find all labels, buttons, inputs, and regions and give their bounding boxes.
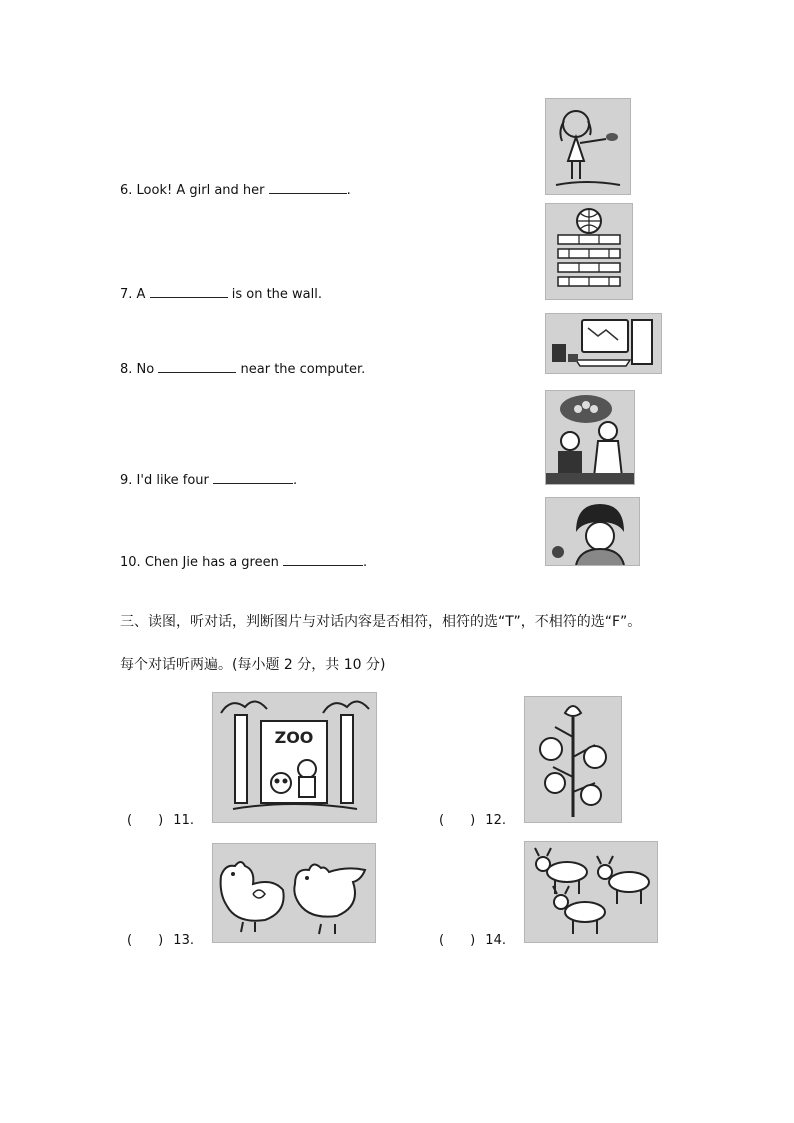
question-6 <box>120 181 351 198</box>
question-8 <box>120 360 365 377</box>
svg-text:ZOO: ZOO <box>274 728 314 747</box>
question-13-label <box>127 929 194 948</box>
question-number: 14. <box>485 933 506 948</box>
picture-11-zoo-gate <box>212 692 377 823</box>
question-number: 8. <box>120 362 133 377</box>
section3-instruction-line1: 三、读图，听对话，判断图片与对话内容是否相符，相符的选“T”，不相符的选“F”。 <box>120 614 642 630</box>
ball-on-wall-icon <box>546 204 632 299</box>
answer-blank[interactable] <box>283 553 363 566</box>
goats-icon <box>525 842 657 942</box>
question-text: A <box>136 287 146 302</box>
question-text: Chen Jie has a green <box>144 555 279 570</box>
answer-blank[interactable] <box>269 181 347 194</box>
question-7 <box>120 285 322 302</box>
question-number: 12. <box>485 813 506 828</box>
girl-with-bird-icon <box>546 99 630 194</box>
answer-parentheses[interactable]: ( ) <box>127 933 164 948</box>
question-14-label <box>439 929 506 948</box>
picture-12-tomato-plant <box>524 696 622 823</box>
computer-icon <box>546 314 661 373</box>
zoo-gate-icon <box>213 693 376 822</box>
chickens-icon <box>213 844 375 942</box>
men-ordering-icon <box>546 391 634 484</box>
question-12-label <box>439 809 506 828</box>
tomato-plant-icon <box>525 697 621 822</box>
question-text: Look! A girl and her <box>136 183 265 198</box>
question-number: 11. <box>173 813 194 828</box>
answer-parentheses[interactable]: ( ) <box>127 813 164 828</box>
answer-parentheses[interactable]: ( ) <box>439 933 476 948</box>
picture-7-ball-on-wall <box>545 203 633 300</box>
question-text-end: is on the wall. <box>231 287 322 302</box>
section3-instruction-line2: 每个对话听两遍。(每小题 2 分，共 10 分) <box>120 657 386 673</box>
answer-parentheses[interactable]: ( ) <box>439 813 476 828</box>
question-number: 6. <box>120 183 133 198</box>
question-number: 7. <box>120 287 133 302</box>
girl-with-apple-icon <box>546 498 639 565</box>
answer-blank[interactable] <box>150 285 228 298</box>
picture-6-girl-with-bird <box>545 98 631 195</box>
answer-blank[interactable] <box>213 471 293 484</box>
question-text-end: . <box>293 473 298 488</box>
picture-14-goats <box>524 841 658 943</box>
question-text-end: . <box>346 183 351 198</box>
picture-10-girl-with-apple <box>545 497 640 566</box>
picture-9-men-ordering <box>545 390 635 485</box>
question-text: I'd like four <box>136 473 209 488</box>
question-text-end: near the computer. <box>240 362 366 377</box>
question-number: 10. <box>120 555 141 570</box>
answer-blank[interactable] <box>158 360 236 373</box>
question-number: 13. <box>173 933 194 948</box>
question-text-end: . <box>363 555 368 570</box>
picture-8-computer <box>545 313 662 374</box>
question-10 <box>120 553 367 570</box>
picture-13-chickens <box>212 843 376 943</box>
question-text: No <box>136 362 155 377</box>
question-9 <box>120 471 297 488</box>
question-number: 9. <box>120 473 133 488</box>
question-11-label <box>127 809 194 828</box>
